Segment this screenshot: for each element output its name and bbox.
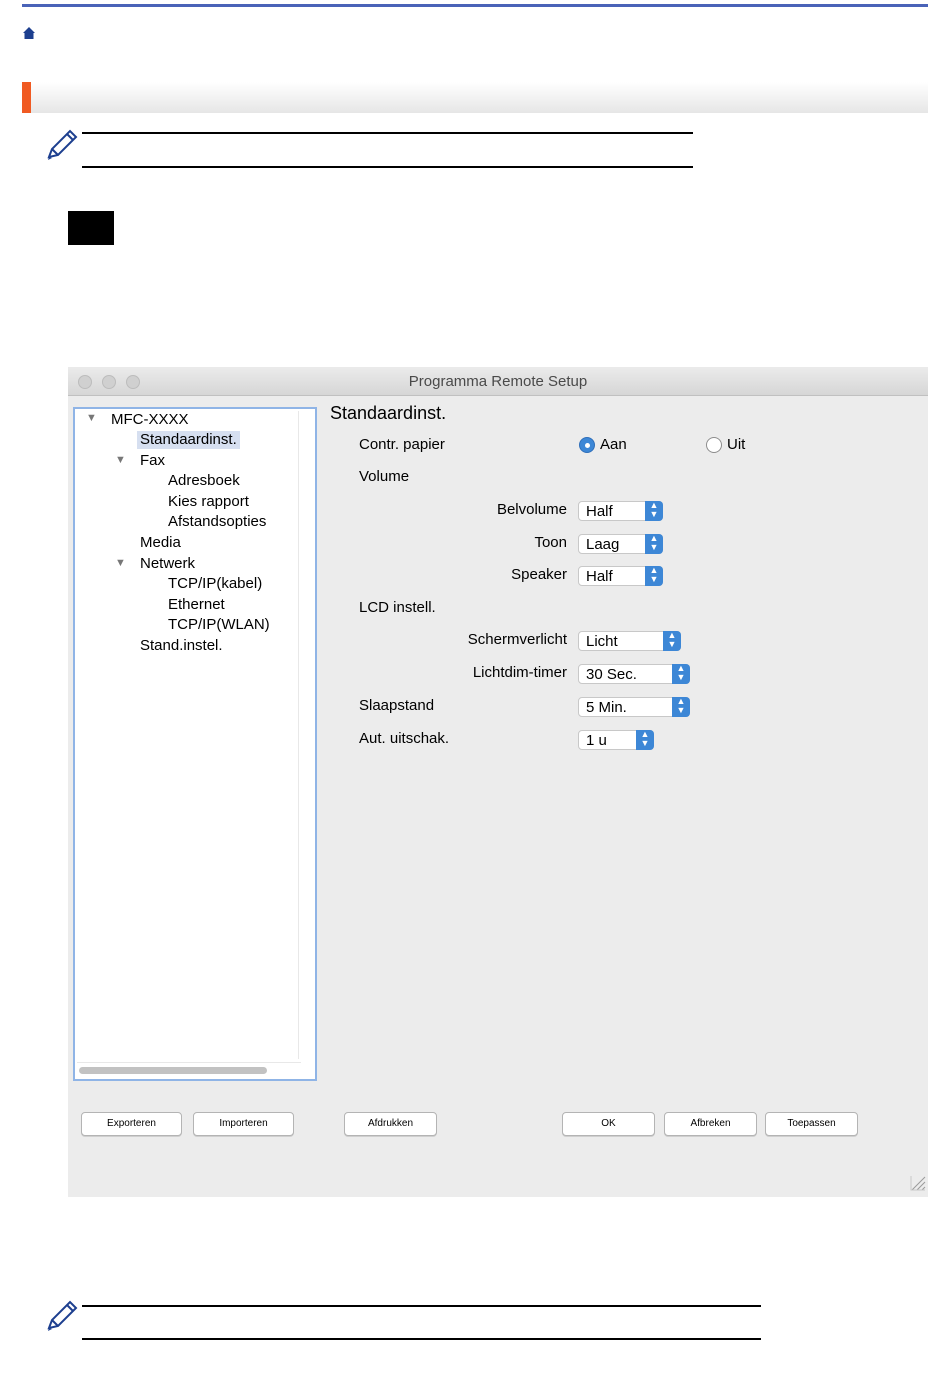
section-accent bbox=[22, 82, 31, 113]
tree-horizontal-scrollbar[interactable] bbox=[77, 1062, 301, 1077]
tree-item-ethernet[interactable]: Ethernet bbox=[168, 596, 225, 613]
radio-uit-label[interactable]: Uit bbox=[727, 436, 746, 453]
sleep-label: Slaapstand bbox=[359, 697, 435, 714]
volume-heading: Volume bbox=[359, 468, 410, 485]
tree-item-afstandsopties[interactable]: Afstandsopties bbox=[168, 513, 267, 530]
select-stepper-icon: ▲ ▼ bbox=[645, 501, 663, 521]
backlight-label: Schermverlicht bbox=[467, 631, 567, 648]
note-bottom-rule bbox=[82, 166, 693, 168]
tree-item-media[interactable]: Media bbox=[140, 534, 181, 551]
import-button[interactable]: Importeren bbox=[193, 1112, 294, 1136]
backlight-select[interactable] bbox=[578, 631, 681, 651]
select-stepper-icon: ▲ ▼ bbox=[663, 631, 681, 651]
sleep-value: 5 Min. bbox=[586, 699, 627, 716]
ok-button[interactable]: OK bbox=[562, 1112, 655, 1136]
disclosure-triangle-icon[interactable]: ▼ bbox=[115, 454, 126, 466]
tree-item-kies-rapport[interactable]: Kies rapport bbox=[168, 493, 249, 510]
select-stepper-icon: ▲ ▼ bbox=[645, 566, 663, 586]
beep-volume-value: Laag bbox=[586, 536, 620, 553]
note-pencil-icon bbox=[45, 1298, 79, 1334]
select-stepper-icon: ▲ ▼ bbox=[672, 697, 690, 717]
paper-check-label: Contr. papier bbox=[359, 436, 445, 453]
note-top-rule bbox=[82, 132, 693, 134]
select-stepper-icon: ▲ ▼ bbox=[672, 664, 690, 684]
auto-off-value: 1 u bbox=[586, 732, 607, 749]
beep-volume-label: Toon bbox=[534, 534, 567, 551]
home-icon[interactable] bbox=[22, 26, 36, 40]
note-pencil-icon bbox=[45, 127, 79, 163]
lcd-heading: LCD instell. bbox=[359, 599, 436, 616]
radio-aan-label[interactable]: Aan bbox=[600, 436, 627, 453]
tree-item-standaardinst[interactable]: Standaardinst. bbox=[137, 431, 240, 449]
print-button[interactable]: Afdrukken bbox=[344, 1112, 437, 1136]
radio-aan[interactable] bbox=[579, 437, 595, 453]
select-stepper-icon: ▲ ▼ bbox=[645, 534, 663, 554]
top-rule bbox=[22, 4, 928, 7]
tree-item-netwerk[interactable]: Netwerk bbox=[140, 555, 196, 572]
dim-timer-select[interactable] bbox=[578, 664, 690, 684]
note-top-rule bbox=[82, 1305, 761, 1307]
disclosure-triangle-icon[interactable]: ▼ bbox=[115, 557, 126, 569]
ring-volume-value: Half bbox=[586, 503, 613, 520]
tree-item-fax[interactable]: Fax bbox=[140, 452, 166, 469]
tree-item-tcpip-wlan[interactable]: TCP/IP(WLAN) bbox=[168, 616, 270, 633]
remote-setup-window bbox=[68, 367, 928, 1197]
beep-volume-select[interactable] bbox=[578, 534, 663, 554]
dim-timer-value: 30 Sec. bbox=[586, 666, 637, 683]
speaker-volume-label: Speaker bbox=[511, 566, 567, 583]
step-number-box bbox=[68, 211, 114, 245]
window-title: Programma Remote Setup bbox=[408, 373, 588, 390]
speaker-volume-select[interactable] bbox=[578, 566, 663, 586]
tree-item-device[interactable]: MFC-XXXX bbox=[111, 411, 189, 428]
tree-vertical-scrollbar[interactable] bbox=[298, 411, 313, 1059]
ring-volume-select[interactable] bbox=[578, 501, 663, 521]
radio-uit[interactable] bbox=[706, 437, 722, 453]
note-bottom-rule bbox=[82, 1338, 761, 1340]
panel-title: Standaardinst. bbox=[330, 403, 447, 423]
sleep-select[interactable] bbox=[578, 697, 690, 717]
dim-timer-label: Lichtdim-timer bbox=[472, 664, 567, 681]
section-heading-bar bbox=[22, 82, 928, 113]
backlight-value: Licht bbox=[586, 633, 618, 650]
export-button[interactable]: Exporteren bbox=[81, 1112, 182, 1136]
auto-off-label: Aut. uitschak. bbox=[359, 730, 450, 747]
tree-scroll-thumb[interactable] bbox=[79, 1067, 267, 1074]
tree-item-tcpip-kabel[interactable]: TCP/IP(kabel) bbox=[168, 575, 263, 592]
ring-volume-label: Belvolume bbox=[496, 501, 567, 518]
cancel-button[interactable]: Afbreken bbox=[664, 1112, 757, 1136]
tree-item-adresboek[interactable]: Adresboek bbox=[168, 472, 240, 489]
disclosure-triangle-icon[interactable]: ▼ bbox=[86, 412, 97, 424]
auto-off-select[interactable] bbox=[578, 730, 654, 750]
select-stepper-icon: ▲ ▼ bbox=[636, 730, 654, 750]
resize-grip-icon[interactable] bbox=[910, 1175, 926, 1191]
tree-item-stand-instel[interactable]: Stand.instel. bbox=[140, 637, 223, 654]
window-titlebar bbox=[68, 367, 928, 396]
apply-button[interactable]: Toepassen bbox=[765, 1112, 858, 1136]
speaker-volume-value: Half bbox=[586, 568, 613, 585]
